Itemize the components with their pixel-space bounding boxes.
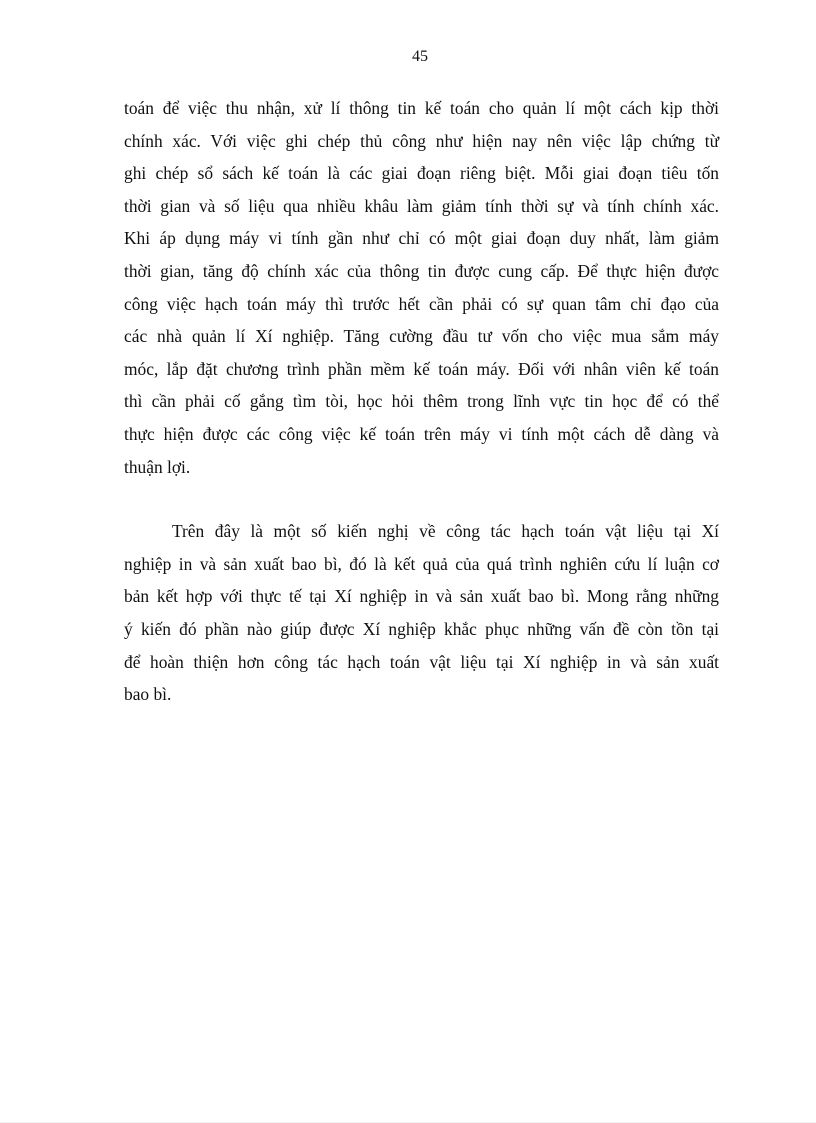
paragraph-recommendation-computerization (124, 92, 719, 483)
text-line: chính xác. Với việc ghi chép thủ công như hiện nay nên việc lập chứng từ (124, 130, 719, 151)
text-line: móc, lắp đặt chương trình phần mềm kế toán máy. Đối với nhân viên kế toán (124, 358, 719, 379)
text-line: Trên đây là một số kiến nghị về công tác hạch toán vật liệu tại Xí (172, 521, 719, 542)
text-line: để hoàn thiện hơn công tác hạch toán vật liệu tại Xí nghiệp in và sản xuất (124, 651, 719, 672)
text-line: bao bì. (124, 684, 172, 705)
text-line: Khi áp dụng máy vi tính gần như chỉ có một giai đoạn duy nhất, làm giảm (124, 228, 719, 249)
page-number: 45 (412, 48, 428, 65)
paragraph-conclusion (124, 515, 719, 711)
text-line: thì cần phải cố gắng tìm tòi, học hỏi thêm trong lĩnh vực tin học để có thể (124, 391, 719, 412)
text-line: toán để việc thu nhận, xử lí thông tin kế toán cho quản lí một cách kịp thời (124, 98, 719, 118)
text-line: ghi chép sổ sách kế toán là các giai đoạn riêng biệt. Mỗi giai đoạn tiêu tốn (124, 163, 719, 184)
text-line: bản kết hợp với thực tế tại Xí nghiệp in và sản xuất bao bì. Mong rằng những (124, 586, 719, 607)
text-line: các nhà quản lí Xí nghiệp. Tăng cường đầu tư vốn cho việc mua sắm máy (124, 326, 719, 347)
text-line: ý kiến đó phần nào giúp được Xí nghiệp khắc phục những vấn đề còn tồn tại (124, 618, 719, 639)
text-line: thời gian và số liệu qua nhiều khâu làm giảm tính thời sự và tính chính xác. (124, 195, 719, 216)
text-line: thời gian, tăng độ chính xác của thông tin được cung cấp. Để thực hiện được (124, 260, 719, 281)
text-line: thực hiện được các công việc kế toán trên máy vi tính một cách dễ dàng và (124, 423, 719, 444)
text-line: công việc hạch toán máy thì trước hết cần phải có sự quan tâm chỉ đạo của (124, 293, 719, 314)
body-text (124, 92, 719, 711)
text-line: thuận lợi. (124, 456, 191, 477)
text-line: nghiệp in và sản xuất bao bì, đó là kết quả của quá trình nghiên cứu lí luận cơ (124, 553, 719, 574)
